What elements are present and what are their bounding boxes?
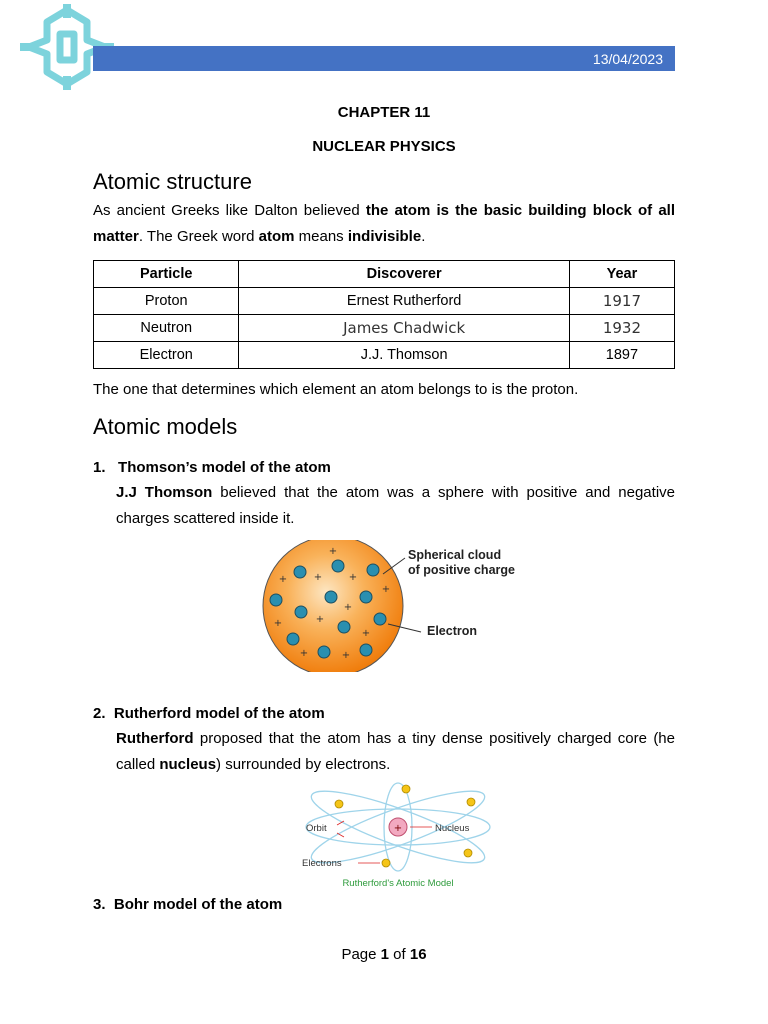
figure-label-electrons: Electrons (302, 858, 342, 869)
svg-text:+: + (273, 618, 283, 629)
table-cell: James Chadwick (239, 315, 569, 342)
table-cell: J.J. Thomson (239, 342, 569, 369)
svg-text:+: + (278, 574, 288, 585)
table-row (94, 342, 675, 369)
header-bar (93, 46, 675, 71)
list-item-thomson-heading: 1. Thomson’s model of the atom (93, 459, 331, 476)
rutherford-paragraph: Rutherford proposed that the atom has a tiny dense positively charged core (he called nucleus) surrounded by electrons. (116, 730, 675, 773)
header-date: 13/04/2023 (592, 51, 663, 67)
intro-paragraph: As ancient Greeks like Dalton believed the atom is the basic building block of all matter. The Greek word atom means indivisible. (93, 202, 675, 245)
chapter-name: NUCLEAR PHYSICS (312, 138, 456, 155)
table-header-row (94, 261, 675, 288)
table-header-cell: Year (569, 261, 674, 288)
figure-label-cloud: Spherical cloud (408, 548, 502, 562)
chapter-number: CHAPTER 11 (337, 104, 431, 121)
table-row (94, 315, 675, 342)
list-item-rutherford-heading: 2. Rutherford model of the atom (93, 705, 325, 722)
rutherford-model-figure (296, 781, 500, 891)
page-footer: Page 1 of 16 (341, 946, 427, 963)
particle-table (93, 260, 675, 369)
table-cell: 1917 (569, 288, 674, 315)
table-header-cell: Particle (94, 261, 239, 288)
svg-text:+: + (313, 572, 323, 583)
section-heading-atomic-models: Atomic models (93, 414, 238, 439)
svg-text:+: + (381, 584, 391, 595)
table-cell: 1897 (569, 342, 674, 369)
svg-text:+: + (341, 650, 351, 661)
svg-text:+: + (348, 572, 358, 583)
svg-text:+: + (315, 614, 325, 625)
figure-label-electron: Electron (427, 624, 478, 638)
table-cell: Electron (94, 342, 239, 369)
table-cell: 1932 (569, 315, 674, 342)
table-cell: Proton (94, 288, 239, 315)
figure-label-orbit: Orbit (306, 823, 327, 834)
svg-text:+: + (328, 546, 338, 557)
table-header-cell: Discoverer (239, 261, 569, 288)
figure-label-positive-charge: of positive charge (408, 563, 515, 577)
figure-caption: Rutherford's Atomic Model (342, 878, 454, 889)
proton-note: The one that determines which element an atom belongs to is the proton. (93, 381, 579, 398)
table-row (94, 288, 675, 315)
section-heading-atomic-structure: Atomic structure (93, 169, 252, 194)
thomson-paragraph: J.J Thomson believed that the atom was a sphere with positive and negative charges scattered inside it. (116, 484, 675, 527)
svg-text:+: + (393, 823, 403, 834)
svg-text:+: + (343, 602, 353, 613)
svg-text:+: + (361, 628, 371, 639)
thomson-model-figure (258, 540, 548, 672)
svg-text:+: + (299, 648, 309, 659)
table-cell: Ernest Rutherford (239, 288, 569, 315)
figure-label-nucleus: Nucleus (435, 823, 470, 834)
table-cell: Neutron (94, 315, 239, 342)
list-item-bohr-heading: 3. Bohr model of the atom (93, 896, 283, 913)
